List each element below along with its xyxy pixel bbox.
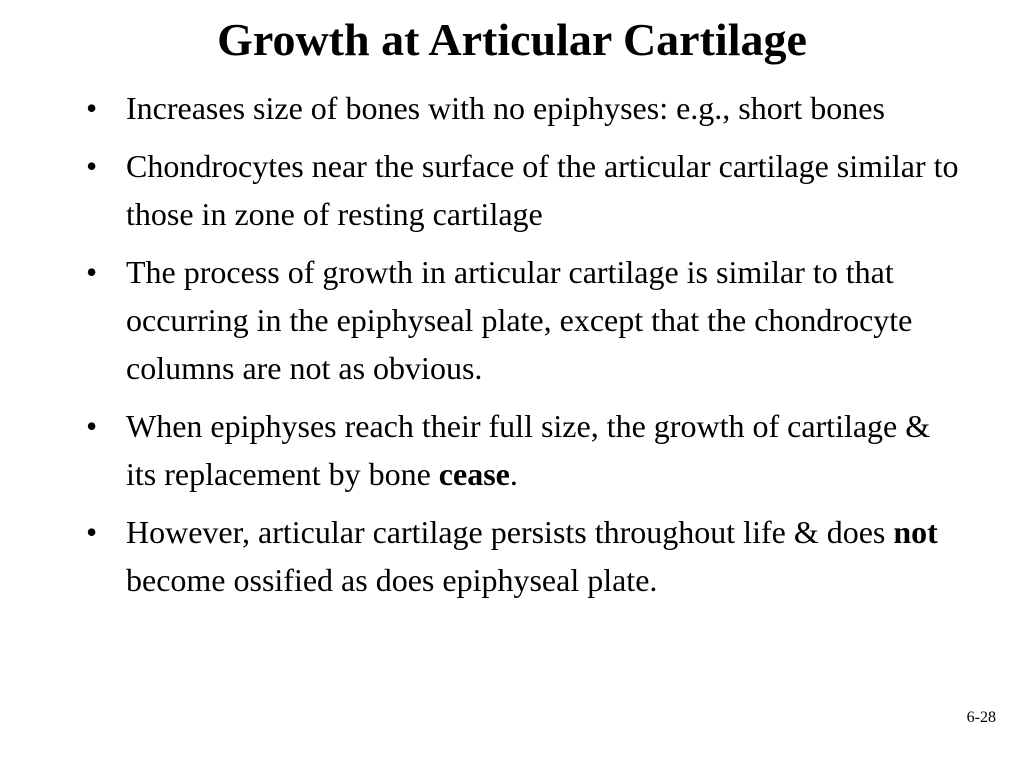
bullet-item-growth-process xyxy=(84,248,964,392)
bullet-item-articular-persists xyxy=(84,508,964,604)
bullet-text: The process of growth in articular cartilage is similar to that occurring in the epiphyseal plate, except that the chondrocyte columns are not as obvious. xyxy=(126,254,913,386)
bullet-item-chondrocytes-surface xyxy=(84,142,964,238)
bullet-text-after: . xyxy=(509,456,518,492)
bold-text-not: not xyxy=(893,514,938,550)
bullet-text-before: When epiphyses reach their full size, the growth of cartilage & its replacement by bone xyxy=(126,408,931,492)
bullet-text-after: become ossified as does epiphyseal plate. xyxy=(126,562,658,598)
bullet-icon: • xyxy=(86,148,98,184)
bullet-text: Increases size of bones with no epiphyses: e.g., short bones xyxy=(126,90,885,126)
bullet-icon: • xyxy=(86,90,98,126)
bullet-text: Chondrocytes near the surface of the articular cartilage similar to those in zone of resting cartilage xyxy=(126,148,959,232)
bullet-item-bones-without-epiphyses xyxy=(84,84,964,132)
bullet-list xyxy=(84,84,964,614)
bullet-icon: • xyxy=(86,254,98,290)
bullet-icon: • xyxy=(86,514,98,550)
bold-text-cease: cease xyxy=(438,456,510,492)
bullet-item-growth-cease xyxy=(84,402,964,498)
bullet-text-before: However, articular cartilage persists throughout life & does xyxy=(126,514,894,550)
slide-page-number: 6-28 xyxy=(966,709,996,726)
bullet-icon: • xyxy=(86,408,98,444)
slide-title: Growth at Articular Cartilage xyxy=(217,14,807,65)
